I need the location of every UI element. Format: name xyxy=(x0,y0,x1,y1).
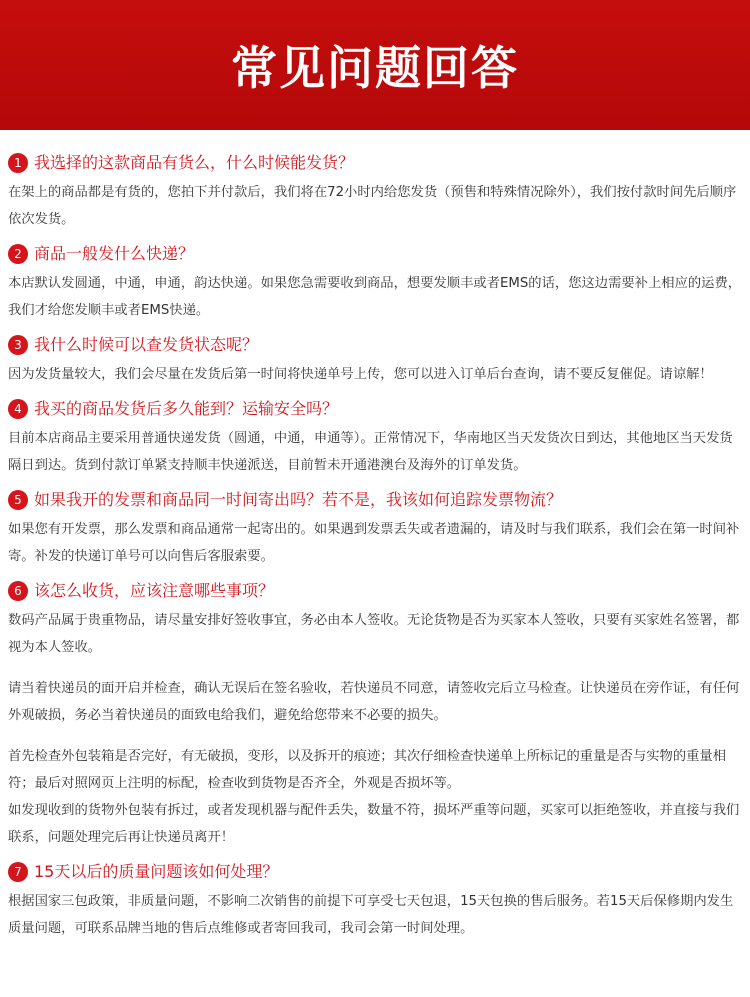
faq-item-4 xyxy=(8,398,742,479)
number-badge: 6 xyxy=(8,581,28,601)
page-title: 常见问题回答 xyxy=(231,41,519,95)
number-badge: 5 xyxy=(8,490,28,510)
header-banner xyxy=(0,0,750,130)
question-text: 如果我开的发票和商品同一时间寄出吗？若不是，我该如何追踪发票物流？ xyxy=(34,490,563,509)
faq-question xyxy=(8,243,742,265)
number-badge: 3 xyxy=(8,335,28,355)
faq-question xyxy=(8,152,742,174)
answer-text: 数码产品属于贵重物品，请尽量安排好签收事宜，务必由本人签收。无论货物是否为买家本人签收，只要有买家姓名签署，都视为本人签收。 xyxy=(8,613,740,655)
faq-item-7 xyxy=(8,861,742,942)
faq-list xyxy=(0,130,750,942)
question-text: 我选择的这款商品有货么，什么时候能发货？ xyxy=(34,153,355,172)
number-badge: 2 xyxy=(8,244,28,264)
question-text: 15天以后的质量问题该如何处理？ xyxy=(34,862,279,881)
answer-text: 首先检查外包装箱是否完好，有无破损，变形，以及拆开的痕迹；其次仔细检查快递单上所标记的重量是否与实物的重量相符；最后对照网页上注明的标配，检查收到货物是否齐全，外观是否损坏等。 xyxy=(8,749,727,791)
faq-question xyxy=(8,398,742,420)
faq-question xyxy=(8,489,742,511)
faq-item-6 xyxy=(8,580,742,851)
faq-item-3 xyxy=(8,334,742,388)
answer-text: 因为发货量较大，我们会尽量在发货后第一时间将快递单号上传，您可以进入订单后台查询，请不要反复催促。请谅解！ xyxy=(8,367,713,382)
answer-text: 根据国家三包政策，非质量问题，不影响二次销售的前提下可享受七天包退，15天包换的售后服务。若15天后保修期内发生质量问题，可联系品牌当地的售后点维修或者寄回我司，我司会第一时间处理。 xyxy=(8,894,734,936)
answer-text: 目前本店商品主要采用普通快递发货（圆通，中通，申通等）。正常情况下，华南地区当天发货次日到达，其他地区当天发货隔日到达。货到付款订单紧支持顺丰快递派送，目前暂未开通港澳台及海外的订单发货。 xyxy=(8,431,733,473)
faq-item-1 xyxy=(8,152,742,233)
answer-text: 请当着快递员的面开启并检查，确认无误后在签名验收，若快递员不同意，请签收完后立马检查。让快递员在旁作证，有任何外观破损，务必当着快递员的面致电给我们，避免给您带来不必要的损失。 xyxy=(8,681,740,723)
question-text: 我买的商品发货后多久能到？运输安全吗？ xyxy=(34,399,339,418)
faq-question xyxy=(8,334,742,356)
faq-question xyxy=(8,580,742,602)
answer-text: 本店默认发圆通，中通，申通，韵达快递。如果您急需要收到商品，想要发顺丰或者EMS的话，您这边需要补上相应的运费，我们才给您发顺丰或者EMS快递。 xyxy=(8,276,742,318)
number-badge: 7 xyxy=(8,862,28,882)
number-badge: 1 xyxy=(8,153,28,173)
answer-text: 如果您有开发票，那么发票和商品通常一起寄出的。如果遇到发票丢失或者遗漏的，请及时与我们联系，我们会在第一时间补寄。补发的快递订单号可以向售后客服索要。 xyxy=(8,522,740,564)
faq-item-5 xyxy=(8,489,742,570)
question-text: 我什么时候可以查发货状态呢？ xyxy=(34,335,259,354)
number-badge: 4 xyxy=(8,399,28,419)
faq-item-2 xyxy=(8,243,742,324)
question-text: 商品一般发什么快递？ xyxy=(34,244,195,263)
faq-question xyxy=(8,861,742,883)
answer-text: 在架上的商品都是有货的，您拍下并付款后，我们将在72小时内给您发货（预售和特殊情况除外），我们按付款时间先后顺序依次发货。 xyxy=(8,185,737,227)
question-text: 该怎么收货，应该注意哪些事项？ xyxy=(34,581,275,600)
answer-text: 如发现收到的货物外包装有拆过，或者发现机器与配件丢失，数量不符，损坏严重等问题，买家可以拒绝签收，并直接与我们联系，问题处理完后再让快递员离开！ xyxy=(8,803,740,845)
